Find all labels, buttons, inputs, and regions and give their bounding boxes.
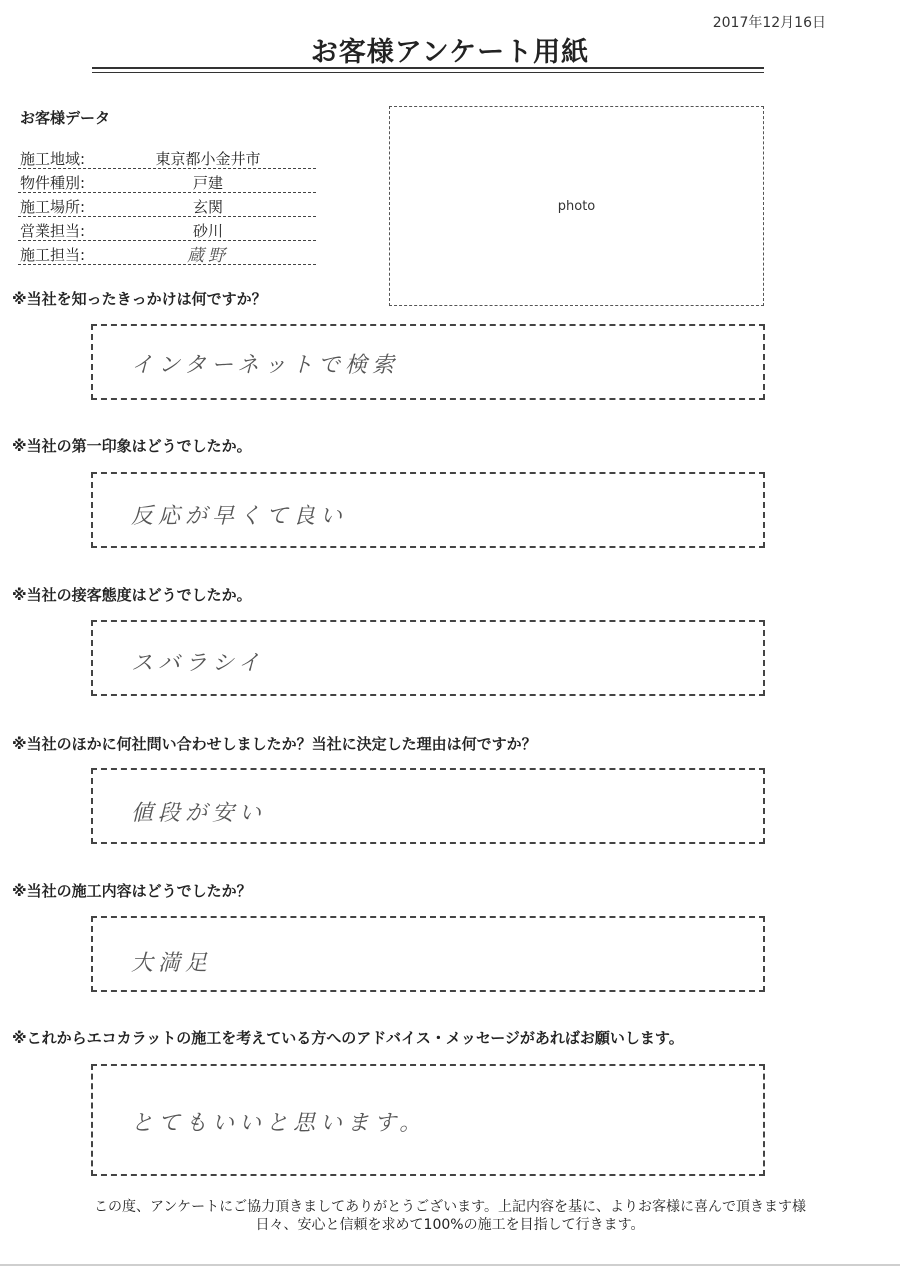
answer-box-3 (91, 620, 765, 696)
answer-5: 大満足 (131, 951, 213, 976)
question-1: ※当社を知ったきっかけは何ですか？ (12, 290, 267, 308)
answer-3: スバラシイ (131, 651, 265, 676)
data-value: 玄関 (192, 198, 223, 216)
survey-date: 2017年12月16日 (712, 15, 826, 31)
photo-placeholder (389, 106, 764, 306)
data-value-handwritten: 蔵野 (187, 246, 229, 266)
question-6: ※これからエコカラットの施工を考えている方へのアドバイス・メッセージがあればお願いします。 (12, 1029, 684, 1047)
question-5: ※当社の施工内容はどうでしたか？ (12, 882, 252, 900)
answer-box-4 (91, 768, 765, 844)
answer-6: とてもいいと思います。 (131, 1111, 427, 1136)
data-label: 施工担当: (20, 246, 86, 264)
data-row-property-type (18, 168, 316, 193)
page-title: お客様アンケート用紙 (310, 37, 590, 68)
data-row-location (18, 192, 316, 217)
photo-label: photo (557, 199, 596, 214)
question-2: ※当社の第一印象はどうでしたか。 (12, 437, 252, 455)
data-value: 東京都小金井市 (155, 150, 261, 168)
data-row-area (18, 144, 316, 169)
answer-box-2 (91, 472, 765, 548)
answer-4: 値段が安い (131, 801, 267, 826)
question-4: ※当社のほかに何社問い合わせしましたか？当社に決定した理由は何ですか？ (12, 735, 537, 753)
footer-line-1: この度、アンケートにご協力頂きましてありがとうございます。上記内容を基に、よりお客様に喜んで頂きます様 (93, 1199, 807, 1215)
title-underline-thin (92, 72, 764, 73)
data-value: 砂川 (192, 222, 223, 240)
footer-line-2: 日々、安心と信頼を求めて100%の施工を目指して行きます。 (255, 1217, 645, 1233)
question-3: ※当社の接客態度はどうでしたか。 (12, 586, 252, 604)
answer-box-5 (91, 916, 765, 992)
answer-1: インターネットで検索 (131, 353, 400, 378)
data-label: 営業担当: (20, 222, 86, 240)
answer-box-6 (91, 1064, 765, 1176)
answer-box-1 (91, 324, 765, 400)
data-row-installer (18, 240, 316, 265)
title-underline (92, 67, 764, 69)
data-label: 施工地域: (20, 150, 86, 168)
data-row-sales-rep (18, 216, 316, 241)
page-bottom-edge (0, 1264, 900, 1266)
data-value: 戸建 (192, 174, 223, 192)
customer-data-heading: お客様データ (20, 109, 111, 127)
data-label: 施工場所: (20, 198, 86, 216)
data-label: 物件種別: (20, 174, 86, 192)
answer-2: 反応が早くて良い (131, 504, 348, 529)
